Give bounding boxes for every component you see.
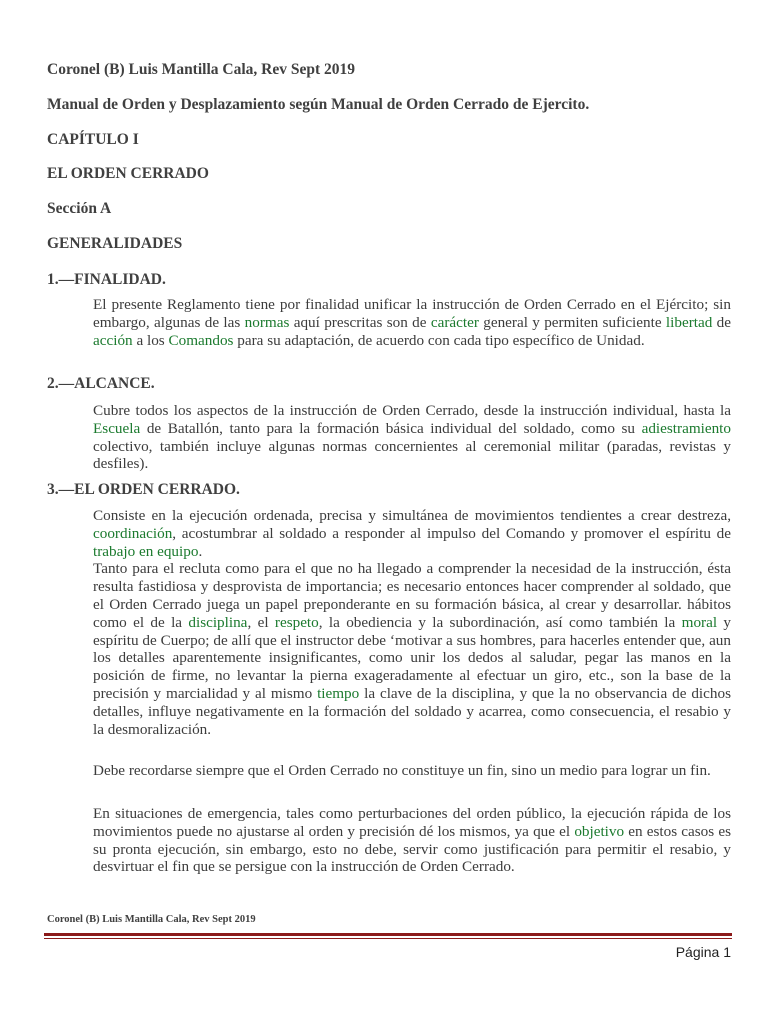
link-coordinacion[interactable]: coordinación [93, 524, 173, 542]
paragraph-orden-cerrado [93, 507, 731, 738]
link-trabajo-en-equipo[interactable]: trabajo en equipo [93, 542, 199, 560]
manual-title: Manual de Orden y Desplazamiento según Manual de Orden Cerrado de Ejercito. [47, 96, 590, 113]
link-accion[interactable]: acción [93, 331, 133, 349]
paragraph-alcance [93, 402, 731, 473]
text-span: en estos casos es su pronta ejecución, sin embargo, esto no debe, servir como justificación para permitir el resabio, y desvirtuar el fin que se persigue con la instrucción de Orden Cerrado. [93, 822, 731, 876]
text-span: . [198, 542, 203, 560]
link-tiempo[interactable]: tiempo [317, 684, 360, 702]
paragraph-recordarse [93, 762, 731, 780]
link-adiestramiento[interactable]: adiestramiento [641, 419, 731, 437]
footer-rule-thin [44, 938, 732, 939]
section-label: Sección A [47, 200, 112, 217]
text-span: y espíritu de Cuerpo; de allí que el instructor debe ‘motivar a sus hombres, para hacerles entender que, aun los detalles aparentemente insignificantes, como unir los dedos al saludar, pegar las manos en la posición de firme, no levantar la pierna exageradamente al efectuar un giro, etc., son la base de la precisión y marcialidad y al mismo [93, 613, 731, 702]
link-comandos[interactable]: Comandos [168, 331, 234, 349]
chapter-label: CAPÍTULO I [47, 131, 139, 148]
link-escuela[interactable]: Escuela [93, 419, 141, 437]
text-span: aquí prescritas son de [289, 313, 431, 331]
text-span: de Batallón, tanto para la formación básica individual del soldado, como su [140, 419, 642, 437]
link-disciplina[interactable]: disciplina [188, 613, 248, 631]
page-number: Página 1 [675, 944, 731, 960]
paragraph-emergencia [93, 805, 731, 876]
heading-orden-cerrado: 3.—EL ORDEN CERRADO. [47, 481, 240, 498]
text-span: a los [132, 331, 169, 349]
text-span: general y permiten suficiente [478, 313, 666, 331]
text-span: , la obediencia y la subordinación, así como también la [318, 613, 682, 631]
heading-alcance: 2.—ALCANCE. [47, 375, 155, 392]
text-span: Debe recordarse siempre que el Orden Cerrado no constituye un fin, sino un medio para lograr un fin. [93, 762, 711, 779]
author-heading: Coronel (B) Luis Mantilla Cala, Rev Sept 2019 [47, 61, 355, 78]
link-normas[interactable]: normas [244, 313, 290, 331]
text-span: , acostumbrar al soldado a responder al impulso del Comando y promover el espíritu de [172, 524, 731, 542]
chapter-title: EL ORDEN CERRADO [47, 165, 209, 182]
text-span: , el [247, 613, 275, 631]
link-caracter[interactable]: carácter [430, 313, 479, 331]
link-respeto[interactable]: respeto [274, 613, 319, 631]
section-title: GENERALIDADES [47, 235, 183, 252]
paragraph-finalidad [93, 296, 731, 349]
link-objetivo[interactable]: objetivo [574, 822, 625, 840]
text-span: colectivo, también incluye algunas normas concernientes al ceremonial militar (paradas, revistas y desfiles). [93, 437, 731, 473]
link-moral[interactable]: moral [681, 613, 718, 631]
text-span: Tanto para el recluta como para el que no ha llegado a comprender la necesidad de la instrucción, ésta resulta fastidiosa y desprovista de importancia; es necesario entonces hacer comprender al soldado, que el Orden Cerrado juega un papel preponderante en su formación básica, al crear y desarrollar. hábitos como el de la [93, 560, 731, 631]
text-span: El presente Reglamento tiene por finalidad unificar la instrucción de Orden Cerrado en el Ejército; sin embargo, algunas de las [93, 296, 731, 331]
text-span: Consiste en la ejecución ordenada, precisa y simultánea de movimientos tendientes a crear destreza, [93, 507, 731, 524]
link-libertad[interactable]: libertad [665, 313, 713, 331]
text-span: de [712, 313, 731, 331]
text-span: Cubre todos los aspectos de la instrucción de Orden Cerrado, desde la instrucción individual, hasta la [93, 402, 731, 419]
text-span: En situaciones de emergencia, tales como perturbaciones del orden público, la ejecución rápida de los movimientos puede no ajustarse al orden y precisión dé los mismos, ya que el [93, 805, 731, 840]
footer-author: Coronel (B) Luis Mantilla Cala, Rev Sept 2019 [47, 914, 256, 925]
footer-rule-thick [44, 933, 732, 936]
text-span: para su adaptación, de acuerdo con cada tipo específico de Unidad. [233, 331, 645, 349]
text-span: la clave de la disciplina, y que la no observancia de dichos detalles, influye negativamente en la formación del soldado y acarrea, como consecuencia, el resabio y la desmoralización. [93, 684, 731, 738]
heading-finalidad: 1.—FINALIDAD. [47, 271, 166, 288]
